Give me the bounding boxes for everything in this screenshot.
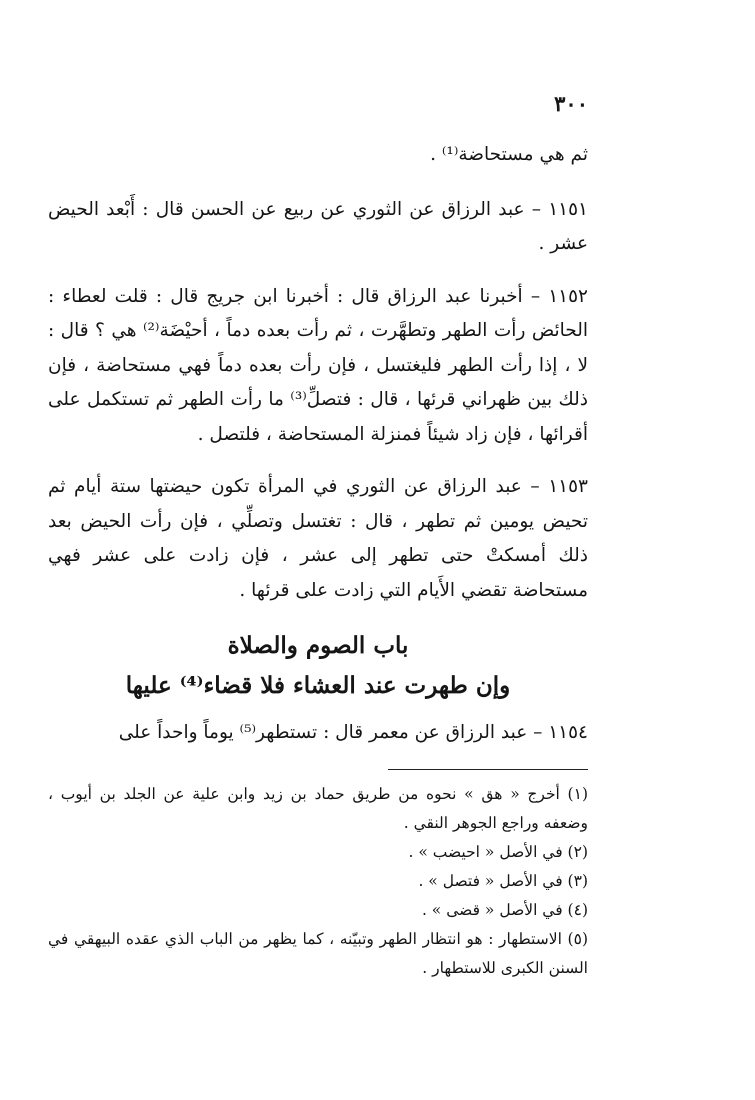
book-page	[48, 80, 588, 1020]
hadith-1154: ١١٥٤ – عبد الرزاق عن معمر قال : تستطهر⁽⁵⁾ يوماً واحداً على	[118, 722, 588, 743]
hadith-1152: ١١٥٢ – أخبرنا عبد الرزاق قال : أخبرنا ابن جريج قال : قلت لعطاء : الحائض رأت الطهر وتطهَّرت ، ثم رأت بعده دماً ، أحيْضَة⁽²⁾ هي ؟ قال : لا ، إذا رأت الطهر فليغتسل ، فإن رأت بعده دماً فهي مستحاضة ، فإن ذلك بين ظهراني قرئها ، قال : فتصلِّ⁽³⁾ ما رأت الطهر ثم تستكمل على أقرائها ، فإن زاد شيئاً فمنزلة المستحاضة ، فلتصل .	[48, 285, 588, 445]
footnote-2: (٢) في الأصل « احيضب » .	[408, 842, 588, 861]
footnotes	[48, 780, 588, 983]
hadith-1153: ١١٥٣ – عبد الرزاق عن الثوري في المرأة تكون حيضتها ستة أيام ثم تحيض يومين ثم تطهر ، قال : تغتسل وتصلِّي ، فإن رأت الحيض بعد ذلك أمسكتْ حتى تطهر إلى عشر ، فإن زادت على عشر فهي مستحاضة تقضي الأَيام التي زادت على قرئها .	[48, 476, 588, 601]
body-text	[48, 138, 588, 983]
hadith-1151: ١١٥١ – عبد الرزاق عن الثوري عن ربيع عن الحسن قال : أَبْعد الحيض عشر .	[48, 198, 588, 254]
footnote-5: (٥) الاستطهار : هو انتظار الطهر وتبيّنه ، كما يظهر من الباب الذي عقده البيهقي في السنن الكبرى للاستطهار .	[48, 929, 588, 977]
paragraph-continuation: ثم هي مستحاضة⁽¹⁾ .	[430, 144, 588, 165]
section-title: باب الصوم والصلاة	[227, 632, 409, 659]
footnote-4: (٤) في الأصل « قضى » .	[421, 900, 588, 919]
page-number: ٣٠٠	[554, 91, 588, 116]
footnote-divider	[388, 769, 588, 770]
footnote-1: (١) أخرج « هق » نحوه من طريق حماد بن زيد وابن علية عن الجلد بن أيوب ، وضعفه وراجع الجوهر النقي .	[48, 784, 588, 832]
footnote-3: (٣) في الأصل « فتصل » .	[418, 871, 588, 890]
section-subtitle: وإن طهرت عند العشاء فلا قضاء⁽⁴⁾ عليها	[125, 672, 511, 699]
